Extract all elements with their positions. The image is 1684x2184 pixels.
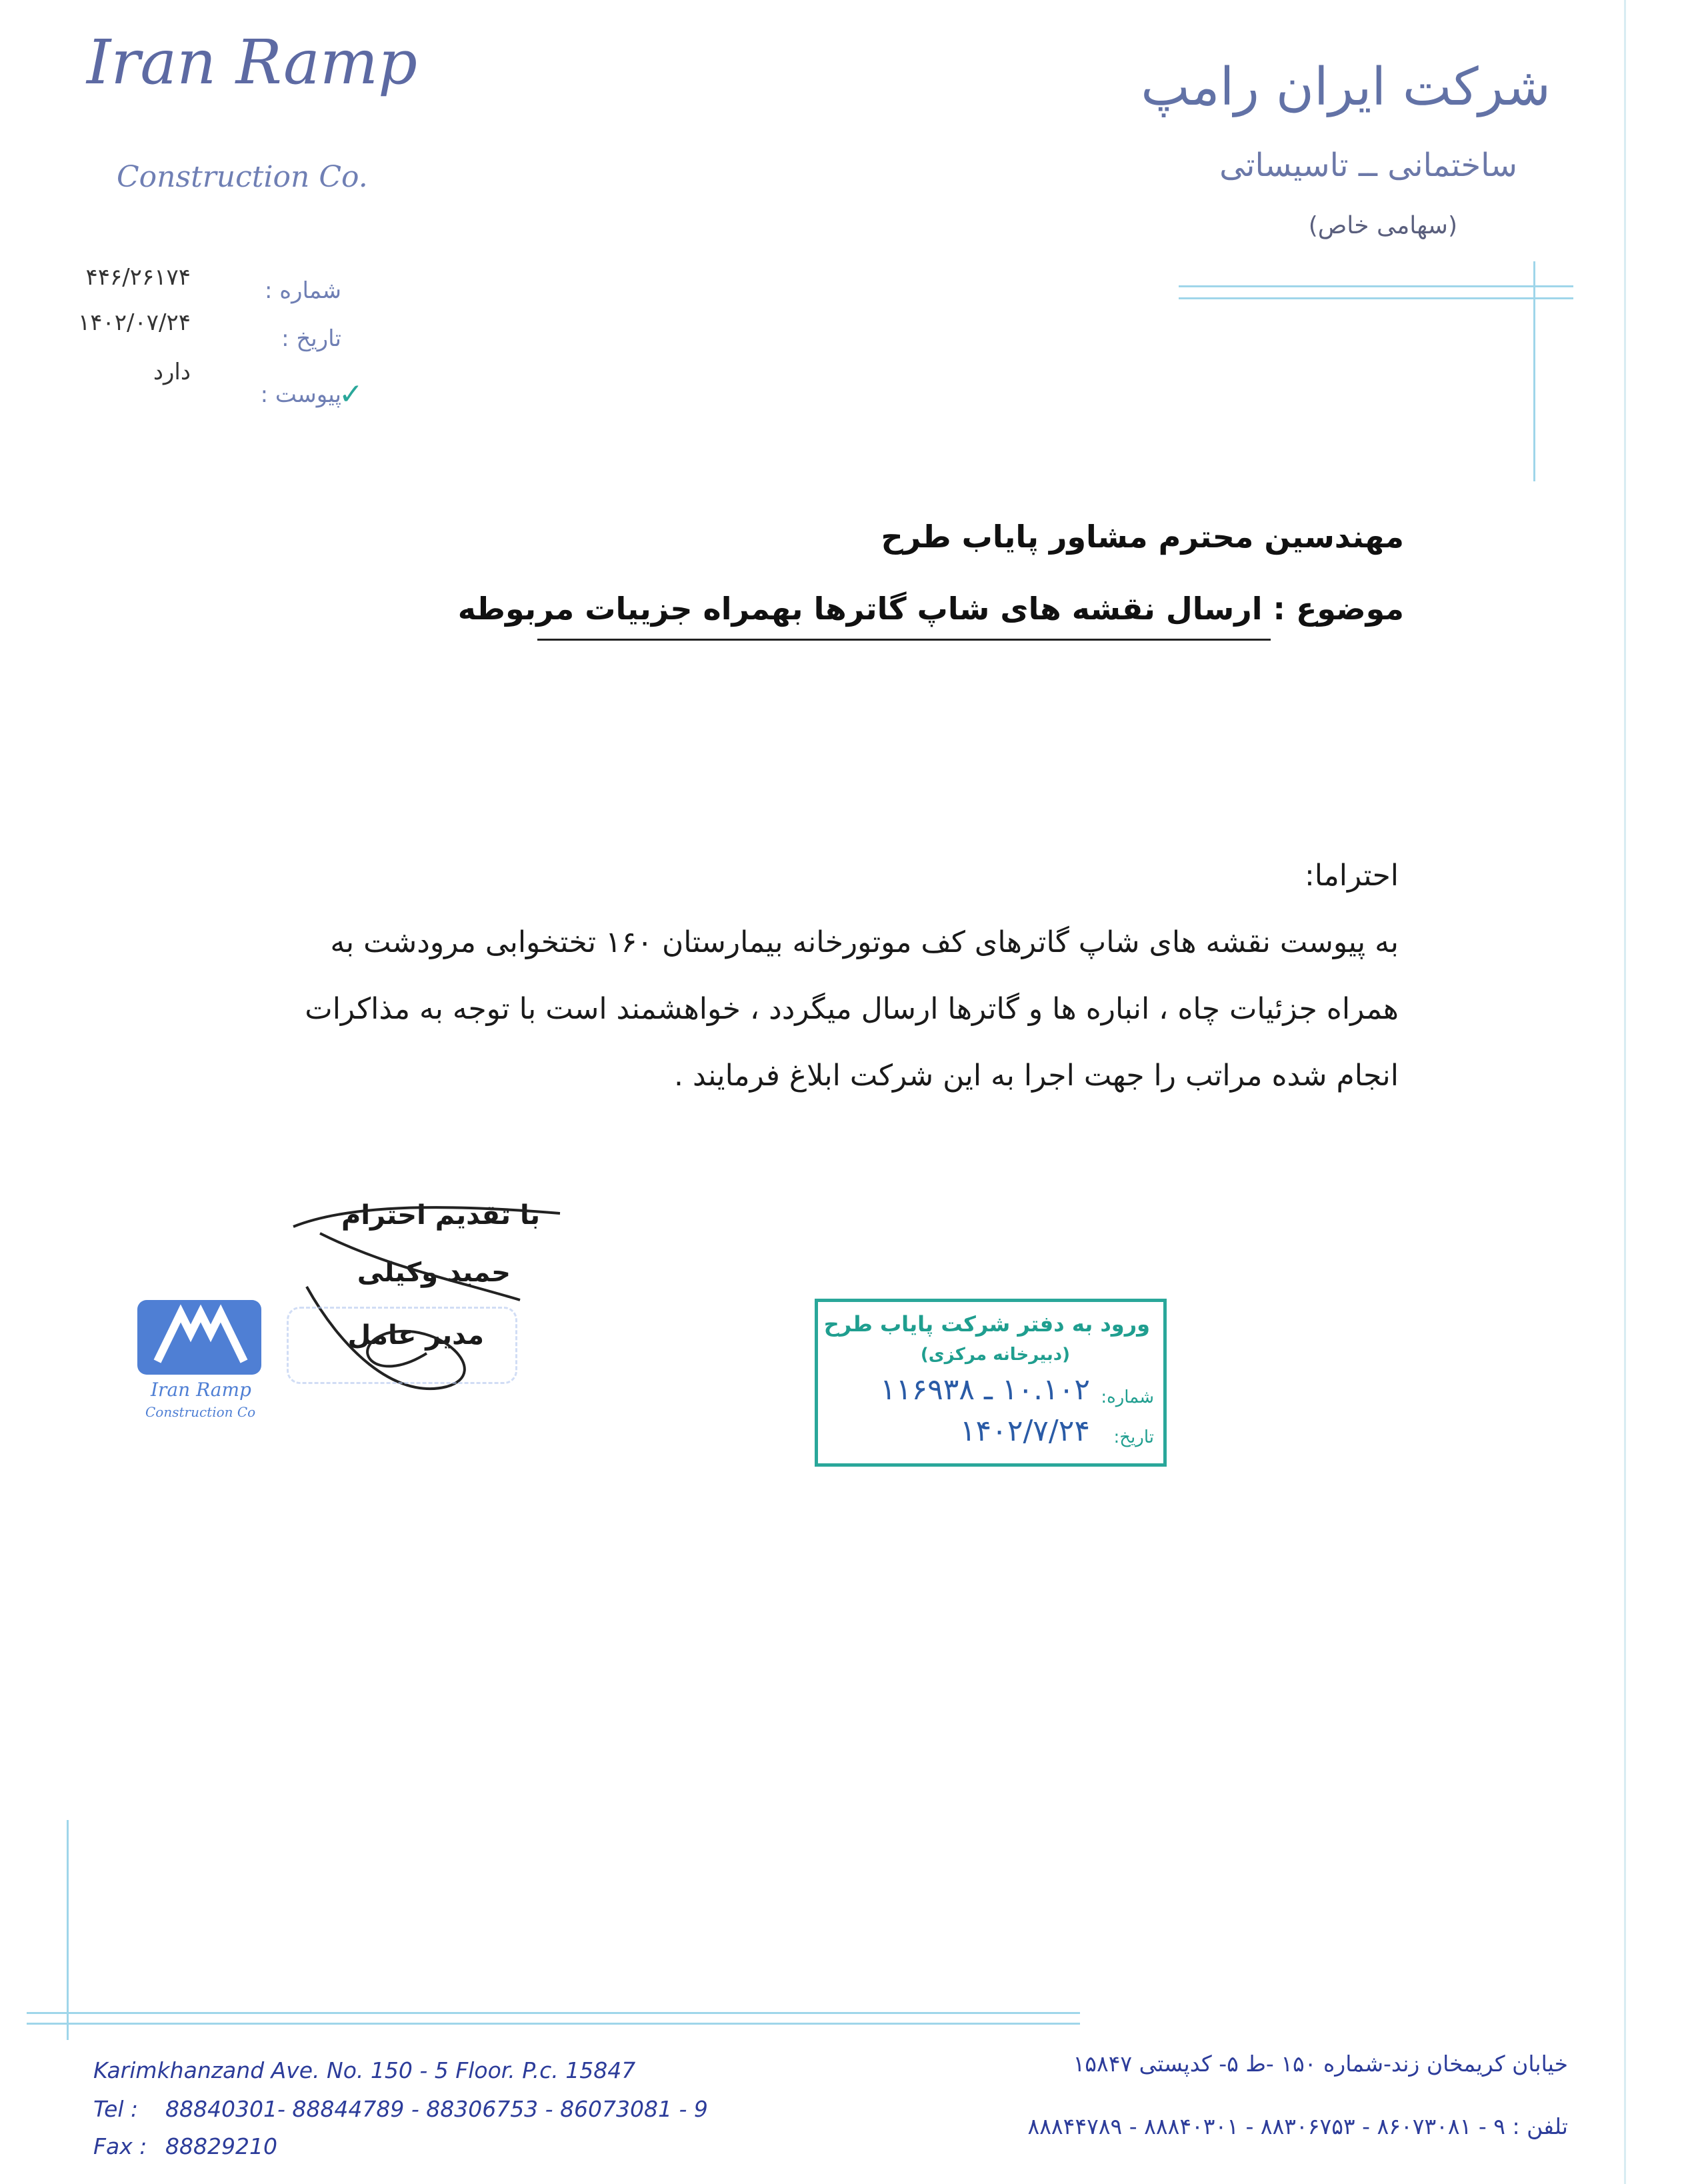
header-rule-top	[1179, 285, 1573, 287]
signature-name: حمید وکیلی	[357, 1257, 511, 1288]
company-type-fa: (سهامی خاص)	[1308, 212, 1457, 239]
company-subtitle-fa: ساختمانی ــ تاسیساتی	[1219, 147, 1517, 184]
signature-title: مدیر عامل	[347, 1320, 484, 1351]
stamp-date-value: ۱۴۰۲/۷/۲۴	[959, 1414, 1090, 1448]
seal-subtitle-en: Construction Co	[145, 1404, 256, 1420]
footer-fax-label: Fax :	[93, 2133, 147, 2159]
body-line-1: به پیوست نقشه های شاپ گاترهای کف موتورخانه بیمارستان ۱۶۰ تختخوابی مرودشت به	[330, 925, 1399, 959]
footer-tel-label: Tel :	[93, 2096, 139, 2122]
footer-fax-value: 88829210	[165, 2133, 277, 2159]
salutation: احتراما:	[1304, 859, 1399, 893]
footer-rule-top	[27, 2012, 1080, 2014]
body-line-3: انجام شده مراتب را جهت اجرا به این شرکت ابلاغ فرمایند .	[674, 1059, 1399, 1093]
page-edge-rule	[1624, 0, 1626, 2184]
company-name-fa: شرکت ایران رامپ	[1141, 57, 1551, 117]
company-seal-logo	[137, 1300, 261, 1375]
stamp-number-value: ۱۰.۱۰۲ ـ ۱۱۶۹۳۸	[880, 1373, 1090, 1407]
received-stamp	[815, 1299, 1167, 1467]
attachment-value: دارد	[153, 359, 191, 385]
footer-rule-vertical	[67, 1820, 69, 2040]
seal-name-en: Iran Ramp	[151, 1379, 251, 1401]
date-label: تاریخ :	[281, 325, 341, 352]
footer-address-en: Karimkhanzand Ave. No. 150 - 5 Floor. P.c. 15847	[93, 2057, 636, 2083]
signature-closing: با تقدیم احترام	[341, 1200, 540, 1231]
subject-underline	[537, 639, 1271, 641]
footer-address-fa: خیابان کریمخان زند-شماره ۱۵۰ -ط ۵- کدپستی ۱۵۸۴۷	[1073, 2051, 1568, 2077]
ramp-logo-icon	[137, 1300, 261, 1375]
seal-faded-text	[287, 1307, 517, 1384]
footer-tel-value: 88840301- 88844789 - 88306753 - 86073081 - 9	[165, 2096, 708, 2122]
stamp-number-label: شماره:	[1101, 1387, 1154, 1407]
footer-tel-fa: تلفن : ۹ - ۸۶۰۷۳۰۸۱ - ۸۸۳۰۶۷۵۳ - ۸۸۸۴۰۳۰۱ - ۸۸۸۴۴۷۸۹	[1027, 2113, 1568, 2139]
addressee: مهندسین محترم مشاور پایاب طرح	[881, 519, 1404, 555]
stamp-subtitle: (دبیرخانه مرکزی)	[920, 1345, 1070, 1365]
footer-rule-bottom	[27, 2023, 1080, 2025]
header-rule-vertical	[1533, 261, 1535, 481]
company-name-en: Iran Ramp	[87, 27, 418, 98]
stamp-date-label: تاریخ:	[1113, 1427, 1154, 1447]
date-value: ۱۴۰۲/۰۷/۲۴	[77, 309, 191, 336]
body-line-2: همراه جزئیات چاه ، انباره ها و گاترها ارسال میگردد ، خواهشمند است با توجه به مذاکرات	[305, 992, 1399, 1026]
stamp-title: ورود به دفتر شرکت پایاب طرح	[823, 1311, 1150, 1337]
subject-line: موضوع : ارسال نقشه های شاپ گاترها بهمراه جزییات مربوطه	[457, 591, 1404, 627]
check-mark-icon: ✓	[339, 377, 363, 411]
header-rule-bottom	[1179, 297, 1573, 299]
attachment-label: پیوست :	[260, 381, 341, 408]
number-label: شماره :	[265, 277, 341, 304]
number-value: ۴۴۶/۲۶۱۷۴	[85, 264, 191, 291]
company-subtitle-en: Construction Co.	[117, 160, 368, 194]
